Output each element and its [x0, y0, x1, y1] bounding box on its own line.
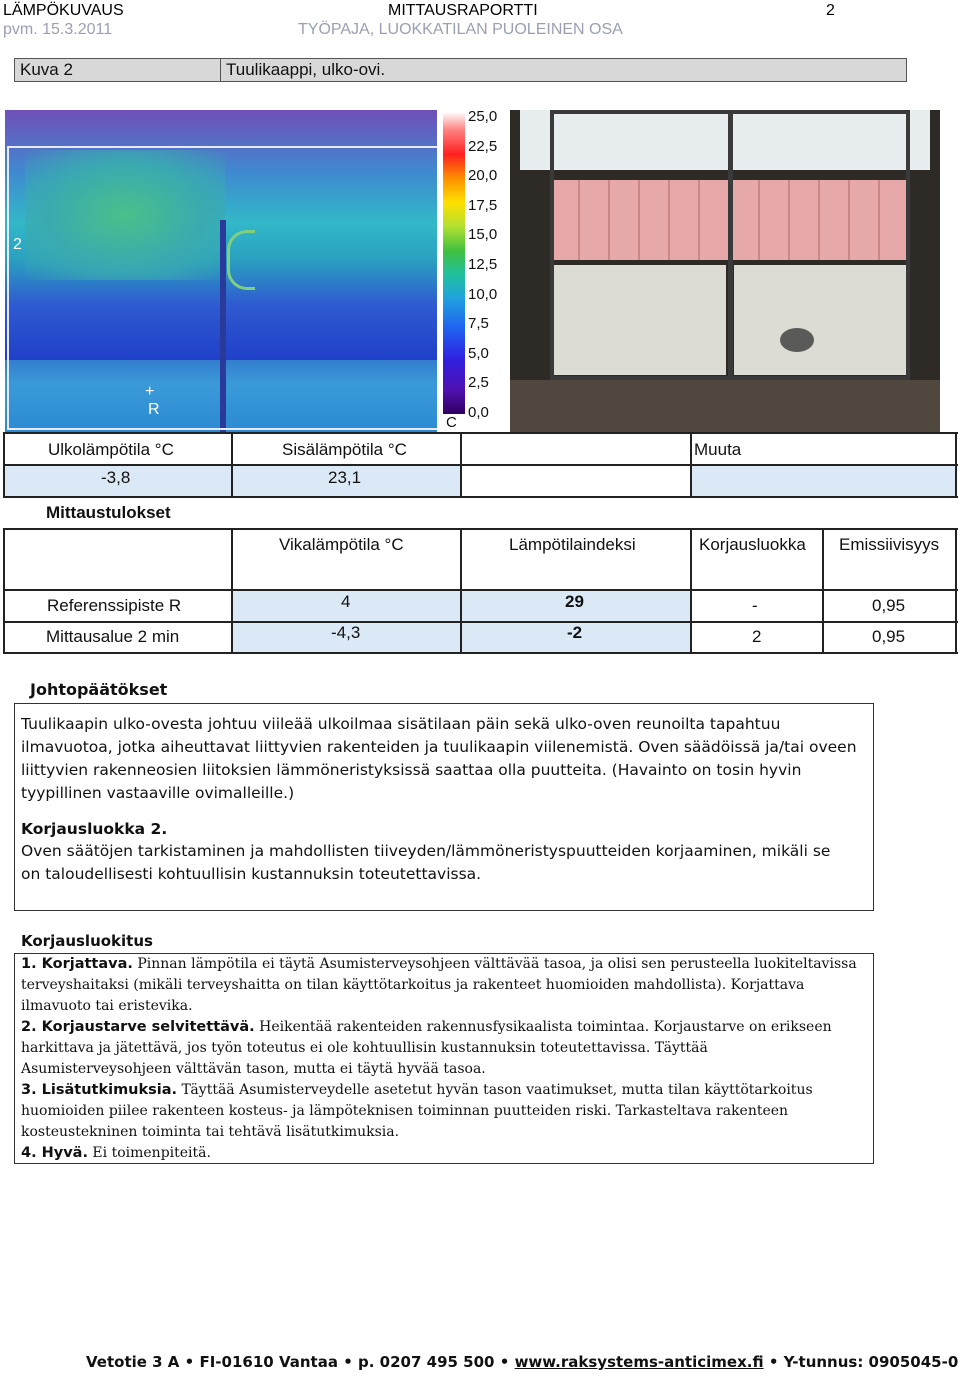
- indoor-temp-value: 23,1: [328, 468, 362, 487]
- classification-line: Täyttää Asumisterveydelle asetetut hyvän tason vaatimukset, mutta tilan käyttötarkoitus: [177, 1082, 813, 1098]
- classification-line: Heikentää rakenteiden rakennusfysikaalista toimintaa. Korjaustarve on erikseen: [254, 1019, 832, 1035]
- row-area-repair-class: 2: [752, 627, 762, 646]
- row-area-fault-temp: -4,3: [331, 623, 361, 642]
- conclusions-class-line: on taloudellisesti kohtuullisin kustannuksin toteutettavissa.: [21, 865, 482, 883]
- reference-point-label: R: [148, 401, 160, 418]
- caption-text: Tuulikaappi, ulko-ovi.: [226, 60, 386, 79]
- classification-item-4: [21, 1143, 871, 1164]
- scale-tick-label: 12,5: [468, 256, 498, 273]
- report-title: MITTAUSRAPORTTI: [388, 2, 538, 19]
- conclusions-line: tyypillinen vastaaville ovimalleille.): [21, 784, 295, 802]
- conclusions-line: liittyvien rakenneosien liitoksien lämmöneristyksissä saattaa olla puutteita. (Havainto on tosin hyvin: [21, 761, 802, 779]
- report-date: pvm. 15.3.2011: [3, 21, 113, 38]
- scale-tick-label: 17,5: [468, 196, 498, 214]
- classification-item-1: [21, 954, 871, 1017]
- footer: [86, 1353, 958, 1371]
- classification-item-3: [21, 1080, 871, 1143]
- classification-line: terveyshaitaksi (mikäli terveyshaitta on tilan käyttötarkoitus ja rakenteet huomioiden mahdollista). Korjattava: [21, 977, 805, 993]
- row-area-emissivity: 0,95: [872, 627, 906, 646]
- reference-point-crosshair-icon: +: [145, 383, 155, 400]
- caption-box: [14, 58, 907, 82]
- conclusions-class-text: [21, 840, 871, 886]
- other-value-cell: [692, 465, 956, 497]
- temperature-color-scale: [443, 112, 465, 414]
- photo-door-mullion: [728, 110, 733, 380]
- thermal-door-handle: [227, 230, 255, 290]
- row-ref-label: Referenssipiste R: [47, 596, 182, 615]
- col-fault-temp: Vikalämpötila °C: [279, 535, 404, 554]
- classification-line: harkittava ja jätettävä, jos työn toteutus ei ole kohtuullisin kustannuksin toteutettavissa. Täyttää: [21, 1040, 708, 1056]
- classification-item-head: 4. Hyvä.: [21, 1145, 88, 1161]
- temperature-scale-labels: [468, 104, 508, 424]
- thermal-image: [5, 110, 437, 432]
- footer-separator: •: [499, 1353, 510, 1371]
- footer-business-id: Y-tunnus: 0905045-0: [783, 1353, 959, 1371]
- scale-tick-label: 22,5: [468, 137, 498, 155]
- col-emissivity: Emissiivisyys: [839, 535, 940, 554]
- indoor-temp-label: Sisälämpötila °C: [282, 440, 407, 459]
- row-ref-emissivity: 0,95: [872, 596, 906, 615]
- row-ref-fault-temp: 4: [341, 592, 351, 611]
- conclusions-text: [21, 713, 871, 805]
- classification-line: ilmavuoto tai eristevika.: [21, 998, 193, 1014]
- row-area-temp-index: -2: [567, 623, 583, 642]
- row-ref-temp-index: 29: [565, 592, 584, 611]
- scale-tick-label: 2,5: [468, 374, 489, 392]
- classification-line: huomioiden piilee rakenteen kosteus- ja lämpöteknisen toiminnan puutteiden riski. Tarkasteltava rakenteen: [21, 1103, 789, 1119]
- classification-line: kosteustekninen toiminta tai tehtävä lisätutkimuksia.: [21, 1124, 400, 1140]
- classification-title: Korjausluokitus: [21, 932, 153, 950]
- footer-address: Vetotie 3 A: [86, 1353, 180, 1371]
- other-label: Muuta: [694, 440, 742, 459]
- photo-floor: [510, 380, 940, 432]
- conclusions-class-line: Oven säätöjen tarkistaminen ja mahdollisten tiiveyden/lämmöneristyspuutteiden korjaaminen, mikäli se: [21, 842, 831, 860]
- measurement-area-frame: [7, 146, 437, 430]
- conclusions-class-title: Korjausluokka 2.: [21, 820, 168, 838]
- report-type: LÄMPÖKUVAUS: [3, 2, 124, 19]
- col-repair-class: Korjausluokka: [699, 535, 806, 554]
- footer-website-link[interactable]: www.raksystems-anticimex.fi: [514, 1353, 764, 1371]
- conclusions-line: Tuulikaapin ulko-ovesta johtuu viileää ulkoilmaa sisätilaan päin sekä ulko-oven reunoilta tapahtuu: [21, 715, 781, 733]
- conclusions-title: Johtopäätökset: [30, 680, 168, 699]
- results-title: Mittaustulokset: [46, 503, 171, 522]
- footer-postal: FI-01610 Vantaa: [199, 1353, 338, 1371]
- outdoor-temp-label: Ulkolämpötila °C: [48, 440, 174, 459]
- conclusions-line: ilmavuotoa, jotka aiheuttavat liittyvien rakenteiden ja tuulikaapin viilenemistä. Oven säädöissä ja/tai oveen: [21, 738, 857, 756]
- classification-item-2: [21, 1017, 871, 1080]
- scale-tick-label: 7,5: [468, 315, 489, 333]
- classification-line: Ei toimenpiteitä.: [87, 1145, 211, 1161]
- row-ref-repair-class: -: [752, 596, 758, 615]
- classification-line: Asumisterveysohjeen välttävän tason, mutta ei täytä hyvää tasoa.: [21, 1061, 486, 1077]
- scale-tick-label: 15,0: [468, 226, 498, 244]
- measurement-area-number: 2: [13, 236, 22, 253]
- classification-item-head: 1. Korjattava.: [21, 956, 133, 972]
- report-subtitle: TYÖPAJA, LUOKKATILAN PUOLEINEN OSA: [298, 21, 623, 38]
- scale-tick-label: 25,0: [468, 108, 498, 125]
- footer-phone: p. 0207 495 500: [358, 1353, 495, 1371]
- classification-item-head: 3. Lisätutkimuksia.: [21, 1082, 178, 1098]
- scale-tick-label: 0,0: [468, 404, 489, 421]
- scale-tick-label: 5,0: [468, 344, 489, 362]
- footer-separator: •: [343, 1353, 353, 1371]
- footer-separator: •: [768, 1353, 779, 1371]
- scale-tick-label: 10,0: [468, 285, 498, 303]
- col-temp-index: Lämpötilaindeksi: [509, 535, 636, 554]
- classification-item-head: 2. Korjaustarve selvitettävä.: [21, 1019, 255, 1035]
- classification-line: Pinnan lämpötila ei täytä Asumisterveysohjeen välttävää tasoa, ja olisi sen perusteella luokiteltavissa: [132, 956, 857, 972]
- caption-label: Kuva 2: [20, 60, 73, 79]
- scale-tick-label: 20,0: [468, 167, 498, 185]
- door-photo: [510, 110, 940, 432]
- page-number: 2: [826, 2, 835, 19]
- classification-text: [21, 954, 871, 1164]
- row-area-label: Mittausalue 2 min: [46, 627, 180, 646]
- temperature-scale-unit: C: [446, 414, 457, 431]
- caption-divider: [220, 58, 221, 82]
- footer-separator: •: [184, 1353, 195, 1371]
- outdoor-temp-value: -3,8: [101, 468, 131, 487]
